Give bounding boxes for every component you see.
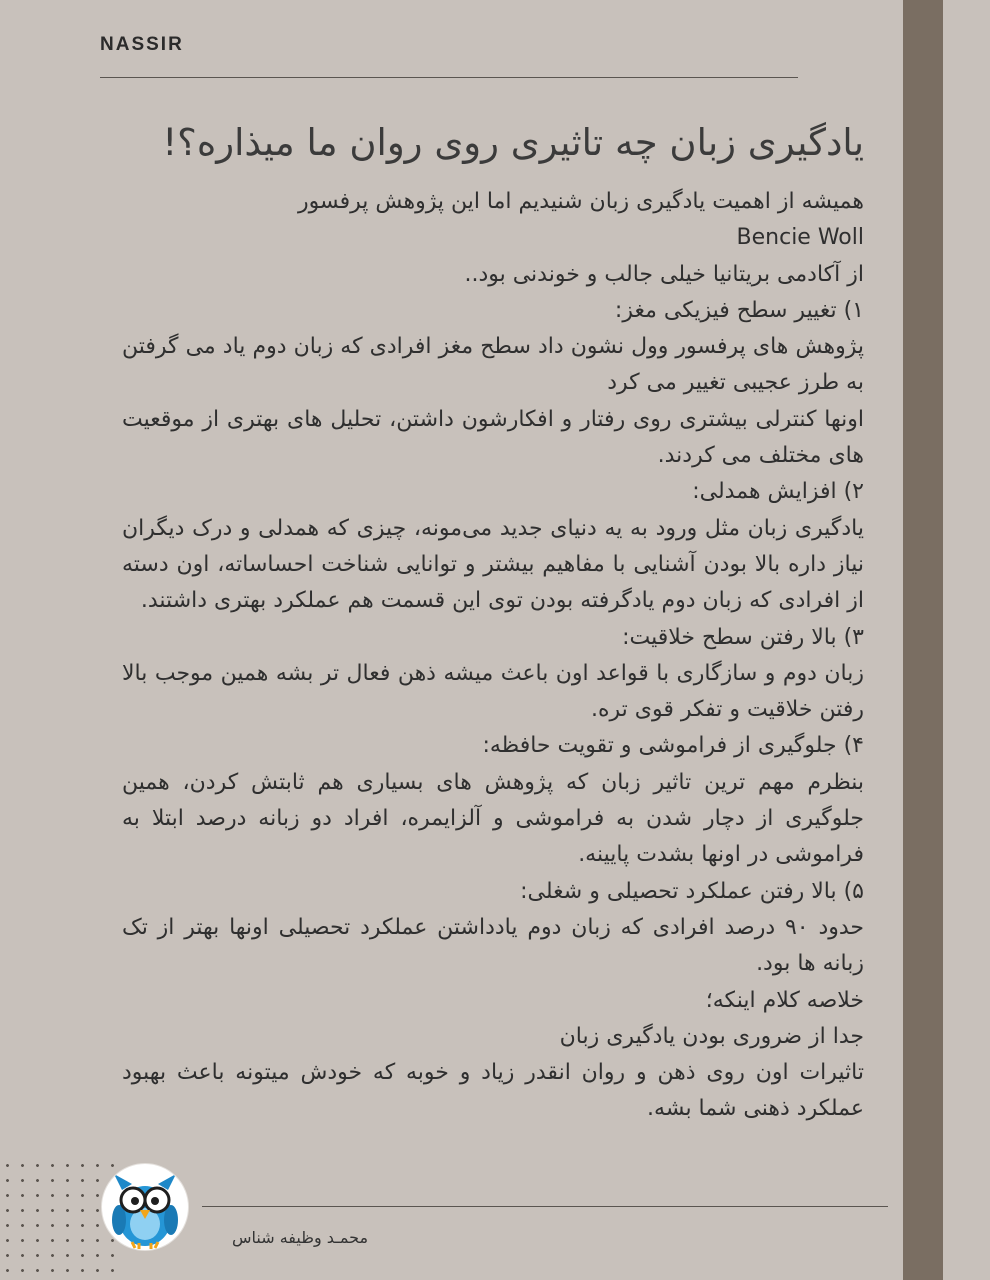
bottom-divider: [202, 1206, 888, 1207]
heading-academic: ۵) بالا رفتن عملکرد تحصیلی و شغلی:: [520, 878, 864, 904]
author-name: محمـد وظیفه شناس: [232, 1228, 369, 1247]
article-title: یادگیری زبان چه تاثیری روی روان ما میذاره؟!: [162, 121, 864, 164]
brand-name: NASSIR: [100, 34, 184, 55]
paragraph-brain-control: اونها کنترلی بیشتری روی رفتار و افکارشون داشتن، تحلیل های بهتری از موقعیت های مختلف می کردند.: [122, 406, 864, 469]
heading-memory: ۴) جلوگیری از فراموشی و تقویت حافظه:: [482, 733, 864, 759]
summary-line-2: تاثیرات اون روی ذهن و روان انقدر زیاد و خوبه که خودش میتونه باعث بهبود عملکرد ذهنی شما بشه.: [122, 1060, 864, 1122]
top-divider: [100, 77, 798, 78]
paragraph-creativity: زبان دوم و سازگاری با قواعد اون باعث میشه ذهن فعال تر بشه همین موجب بالا رفتن خلاقیت و تفکر قوی تره.: [122, 660, 864, 723]
blue-owl-avatar-icon: [101, 1163, 189, 1251]
decorative-side-bar: [903, 0, 943, 1280]
heading-creativity: ۳) بالا رفتن سطح خلاقیت:: [622, 624, 864, 650]
paragraph-intro: همیشه از اهمیت یادگیری زبان شنیدیم اما این پژوهش پرفسور: [298, 189, 864, 214]
paragraph-academic: حدود ۹۰ درصد افرادی که زبان دوم یادداشتن عملکرد تحصیلی اونها بهتر از تک زبانه ها بود.: [122, 914, 865, 977]
paragraph-professor-name: Bencie Woll: [736, 225, 864, 251]
summary-heading: خلاصه کلام اینکه؛: [705, 987, 864, 1013]
summary-line-1: جدا از ضروری بودن یادگیری زبان: [559, 1023, 864, 1049]
heading-empathy: ۲) افزایش همدلی:: [692, 479, 864, 505]
paragraph-brain-change: پژوهش های پرفسور وول نشون داد سطح مغز افرادی که زبان دوم یاد می گرفتن به طرز عجیبی تغییر می کرد: [122, 334, 864, 396]
heading-brain-change: ۱) تغییر سطح فیزیکی مغز:: [614, 297, 864, 323]
paragraph-source: از آکادمی بریتانیا خیلی جالب و خوندنی بود..: [464, 261, 864, 287]
paragraph-empathy: یادگیری زبان مثل ورود به یه دنیای جدید می‌مونه، چیزی که همدلی و درک دیگران نیاز داره بالا بودن آشنایی با مفاهیم بیشتر و توانایی شناخت احساساته، اون دسته از افرادی که زبان دوم یادگرفته بودن توی این قسمت هم عملکرد بهتری داشتند.: [122, 515, 864, 614]
article-body: [122, 184, 864, 1128]
paragraph-memory: بنظرم مهم ترین تاثیر زبان که پژوهش های بسیاری هم ثابتش کردن، همین جلوگیری از دچار شدن به فراموشی و آلزایمره، افراد دو زبانه درصد ابتلا به فراموشی در اونها بشدت پایینه.: [122, 769, 864, 868]
